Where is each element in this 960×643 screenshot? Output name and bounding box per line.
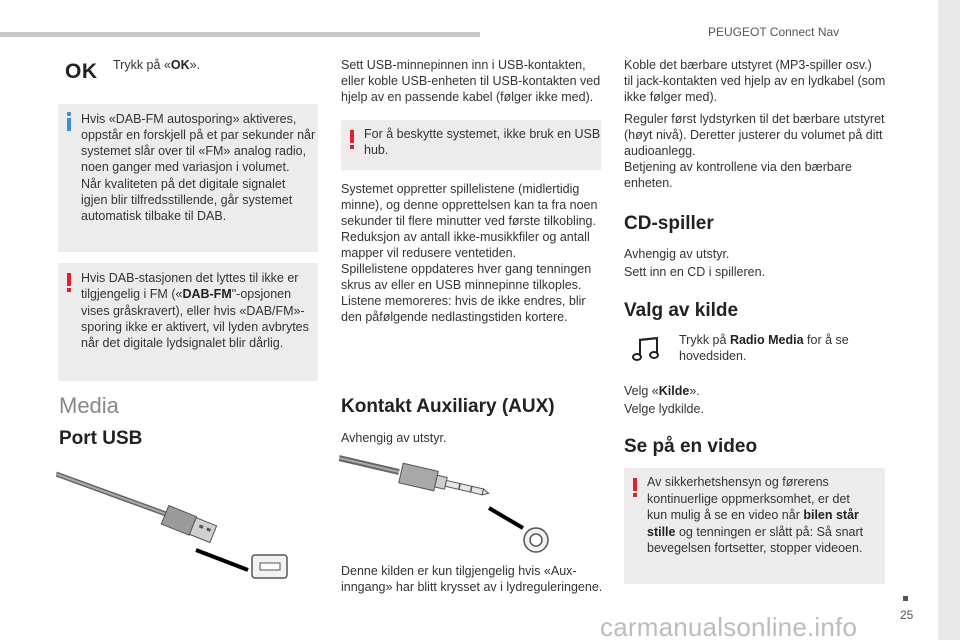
ok-icon: OK <box>65 60 98 83</box>
video-warning-line: kun mulig å se en video når bilen står <box>647 508 859 522</box>
aux-connect-line: til jack-kontakten ved hjelp av en lydkabel (som <box>624 74 886 88</box>
usb-body-line: mapper vil redusere ventetiden. <box>341 246 517 260</box>
page-dot <box>903 596 908 601</box>
aux-volume-line: Reguler først lydstyrken til det bærbare utstyret <box>624 112 885 126</box>
usb-intro-line: hjelp av en passende kabel (følger ikke med). <box>341 90 594 104</box>
music-note-icon <box>632 336 662 362</box>
info-line: automatisk tilbake til DAB. <box>81 209 227 223</box>
heading-cd-player: CD-spiller <box>624 213 714 234</box>
heading-source-selection: Valg av kilde <box>624 300 739 321</box>
header-title: PEUGEOT Connect Nav <box>708 25 840 39</box>
info-line: noen ganger med variasjon i volumet. <box>81 160 290 174</box>
aux-jack-illustration <box>339 450 555 558</box>
warning-line: tilgjengelig i FM («DAB-FM"-opsjonen <box>81 287 292 301</box>
aux-connect-line: Koble det bærbare utstyret (MP3-spiller osv.) <box>624 58 872 72</box>
usb-body-line: den påfølgende nedlastingstiden kortere. <box>341 310 568 324</box>
warning-line: sporing ikke er aktivert, vil lyden avbrytes <box>81 320 309 334</box>
usb-body-line: Systemet oppretter spillelistene (midlertidig <box>341 182 580 196</box>
usb-intro-line: eller koble USB-enheten til USB-kontakten ved <box>341 74 601 88</box>
select-source-desc: Velge lydkilde. <box>624 402 704 416</box>
warning-icon <box>67 273 72 292</box>
info-icon <box>67 112 72 131</box>
heading-usb-port: Port USB <box>59 428 143 449</box>
ok-instruction: Trykk på «OK». <box>113 58 201 72</box>
warning-line: Hvis DAB-stasjonen det lyttes til ikke er <box>81 271 299 285</box>
usb-body-line: skrus av eller en USB minnepinne tilkoples. <box>341 278 582 292</box>
aux-volume-line: (høyt nivå). Deretter justerer du volumet på ditt <box>624 128 883 142</box>
aux-connect-line: ikke følger med). <box>624 90 718 104</box>
usb-body-line: Reduksjon av antall ikke-musikkfiler og antall <box>341 230 590 244</box>
select-source-line: Velg «Kilde». <box>624 384 700 398</box>
video-warning-line: kontinuerlige oppmerksomhet, er det <box>647 492 850 506</box>
info-line: igjen blir tilfredsstillende, går systemet <box>81 193 293 207</box>
side-strip <box>938 0 960 640</box>
aux-volume-line: enheten. <box>624 176 673 190</box>
usb-warning-line: hub. <box>364 143 389 157</box>
aux-volume-line: Betjening av kontrollene via den bærbare <box>624 160 852 174</box>
info-line: Når kvaliteten på det digitale signalet <box>81 177 286 191</box>
watermark: carmanualsonline.info <box>600 612 858 642</box>
usb-body-line: Spillelistene oppdateres hver gang tenningen <box>341 262 592 276</box>
radio-media-line: hovedsiden. <box>679 349 747 363</box>
warning-icon <box>350 130 355 149</box>
radio-media-line: Trykk på Radio Media for å se <box>679 333 849 347</box>
usb-body-line: sekunder til flere minutter ved første tilkobling. <box>341 214 596 228</box>
usb-intro-line: Sett USB-minnepinnen inn i USB-kontakten, <box>341 58 586 72</box>
cd-requirement: Avhengig av utstyr. <box>624 247 730 261</box>
usb-warning-line: For å beskytte systemet, ikke bruk en USB <box>364 127 601 141</box>
warning-line: vises gråskravert), eller hvis «DAB/FM»- <box>81 304 305 318</box>
usb-body-line: Listene memoreres: hvis de ikke endres, blir <box>341 294 586 308</box>
aux-requirement: Avhengig av utstyr. <box>341 431 447 445</box>
usb-body-line: minne), og denne opprettelsen kan ta fra noen <box>341 198 598 212</box>
video-warning-line: Av sikkerhetshensyn og førerens <box>647 475 829 489</box>
info-line: systemet slår over til «FM» analog radio, <box>81 144 307 158</box>
aux-volume-line: audioanlegg. <box>624 144 696 158</box>
aux-note-line: Denne kilden er kun tilgjengelig hvis «Aux- <box>341 564 577 578</box>
video-warning-line: bevegelsen fortsetter, stopper videoen. <box>647 541 863 555</box>
heading-aux: Kontakt Auxiliary (AUX) <box>341 396 555 417</box>
section-title-media: Media <box>59 393 119 418</box>
header-rule <box>0 32 480 37</box>
warning-line: når det digitale lydsignalet blir dårlig. <box>81 336 284 350</box>
cd-instruction: Sett inn en CD i spilleren. <box>624 265 766 279</box>
page-number: 25 <box>900 608 914 622</box>
aux-note-line: inngang» har blitt krysset av i lydreguleringene. <box>341 580 603 594</box>
usb-illustration <box>56 462 292 584</box>
heading-watch-video: Se på en video <box>624 436 758 457</box>
video-warning-line: stille og tenningen er slått på: Så snart <box>647 525 864 539</box>
info-line: Hvis «DAB-FM autosporing» aktiveres, <box>81 112 297 126</box>
info-line: oppstår en forskjell på et par sekunder når <box>81 128 316 142</box>
warning-icon <box>633 478 638 497</box>
